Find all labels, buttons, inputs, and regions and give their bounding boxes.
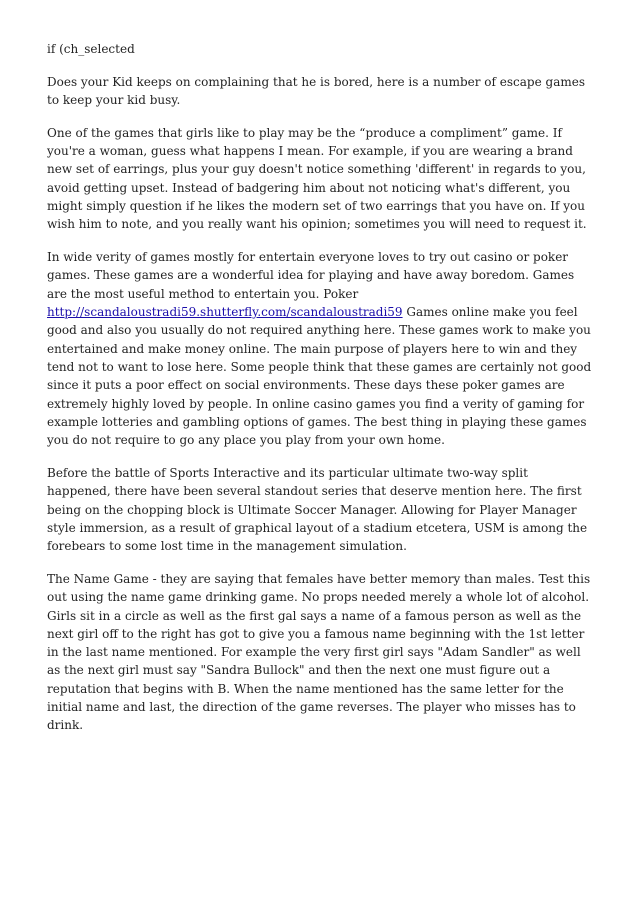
- document-page: [47, 40, 595, 749]
- document-heading: if (ch_selected: [47, 42, 135, 56]
- paragraph-poker-text-after: Games online make you feel good and also you usually do not required anything here. These games work to make you entertained and make money online. The main purpose of players here to win and they tend not to want to lose here. Some people think that these games are certainly not good since it puts a poor effect on social environments. These days these poker games are extremely highly loved by people. In online casino games you find a verity of gaming for example lotteries and gambling options of games. The best thing in playing these games you do not require to go any place you play from your own home.: [47, 305, 592, 448]
- poker-link[interactable]: http://scandaloustradi59.shutterfly.com/scandaloustradi59: [47, 305, 403, 320]
- paragraph-sports-interactive: Before the battle of Sports Interactive and its particular ultimate two-way split happened, there have been several standout series that deserve mention here. The first being on the chopping block is Ultimate Soccer Manager. Allowing for Player Manager style immersion, as a result of graphical layout of a stadium etcetera, USM is among the forebears to some lost time in the management simulation.: [47, 465, 588, 554]
- paragraph-name-game: The Name Game - they are saying that females have better memory than males. Test this out using the name game drinking game. No props needed merely a whole lot of alcohol. Girls sit in a circle as well as the first gal says a name of a famous person as well as the next girl off to the right has got to give you a famous name beginning with the 1st letter in the last name mentioned. For example the very first girl says "Adam Sandler" as well as the next girl must say "Sandra Bullock" and then the next one must figure out a reputation that begins with B. When the name mentioned has the same letter for the initial name and last, the direction of the game reverses. The player who misses has to drink.: [47, 571, 591, 733]
- paragraph-poker-text-before: In wide verity of games mostly for entertain everyone loves to try out casino or poker games. These games are a wonderful idea for playing and have away boredom. Games are the most useful method to entertain you. Poker: [47, 250, 575, 301]
- paragraph-kid-games: Does your Kid keeps on complaining that he is bored, here is a number of escape games to keep your kid busy.: [47, 74, 585, 108]
- paragraph-compliment-game: One of the games that girls like to play may be the “produce a compliment” game. If you're a woman, guess what happens I mean. For example, if you are wearing a brand new set of earrings, plus your guy doesn't notice something 'different' in regards to you, avoid getting upset. Instead of badgering him about not noticing what's different, you might simply question if he likes the modern set of two earrings that you have on. If you wish him to note, and you really want his opinion; sometimes you will need to request it.: [47, 125, 587, 232]
- paragraph-poker-games: [47, 248, 595, 449]
